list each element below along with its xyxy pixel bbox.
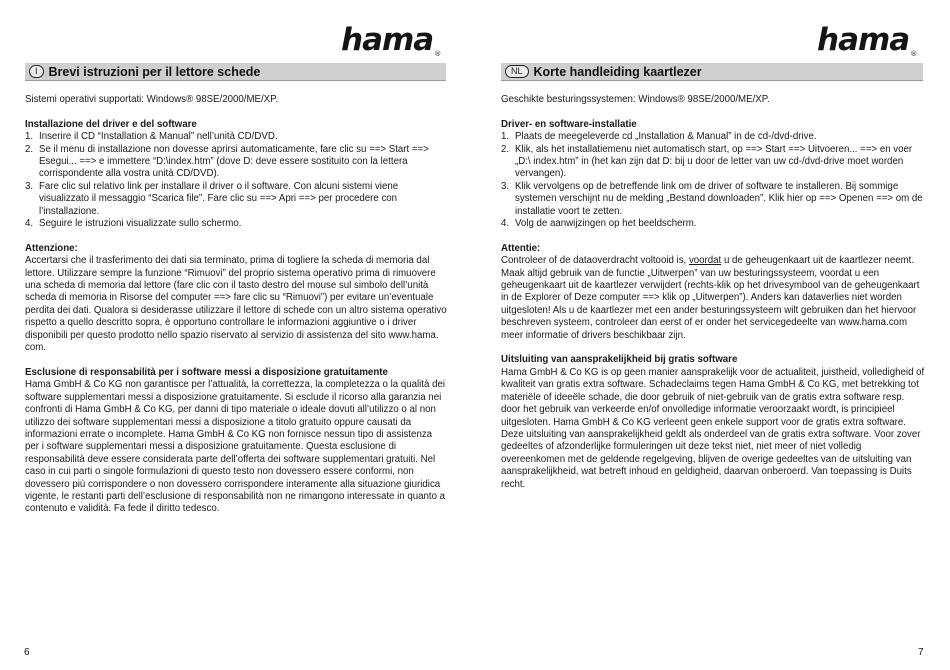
list-item: 2. Se il menu di installazione non dovesse aprirsi automaticamente, fare clic su ==> Start ==> Esegui... ==> e immettere “D:\index.htm” (dove D: deve essere sostituito con la lettera corrispondente alla vostra unità CD/DVD). [25, 143, 429, 180]
disclaimer-text: Hama GmbH & Co KG is op geen manier aansprakelijk voor de actualiteit, juistheid, volledigheid of kwaliteit van gratis extra software. Schadeclaims tegen Hama GmbH & Co KG, met betrekking tot materiële of ideeële schade, die door gebruik of niet-gebruik van de gratis extra software resp. door het gebruik van verkeerde en/of onvolledige informatie veroorzaakt wordt, is principieel uitgesloten. Hama GmbH & Co KG verleent geen enkele support voor de gratis extra software. Deze uitsluiting van aansprakelijkheid geldt als onderdeel van de gratis extra software. Voor zover gedeeltes of afzonderlijke formuleringen uit deze tekst niet, niet meer of niet volledig overeenkomen met de geldende regelgeving, blijven de overige gedeeltes van de uitsluiting van aansprakelijkheid, wat betreft inhoud en geldigheid, daarvan onberoerd. Van toepassing is Duits recht. [501, 366, 925, 490]
list-item: 2. Klik, als het installatiemenu niet automatisch start, op ==> Start ==> Uitvoeren... ==> en voer „D:\ index.htm” in (het kan zijn dat D: bij u door de letter van uw cd-/dvd-drive moet worden vervangen). [501, 143, 913, 180]
language-badge: I [29, 65, 44, 78]
body-text [501, 94, 925, 491]
supported-os: Geschikte besturingssystemen: Windows® 98SE/2000/ME/XP. [501, 94, 770, 105]
list-item: 1. Plaats de meegeleverde cd „Installation & Manual” in de cd-/dvd-drive. [501, 131, 817, 143]
install-heading: Driver- en software-installatie [501, 118, 637, 130]
supported-os: Sistemi operativi supportati: Windows® 98SE/2000/ME/XP. [25, 94, 279, 105]
list-item: 3. Fare clic sul relativo link per installare il driver o il software. Con alcuni sistemi viene visualizzato il messaggio “Scarica file”. Fare clic su ==> Apri ==> per procedere con l’installazione. [25, 180, 399, 217]
list-item: 3. Klik vervolgens op de betreffende link om de driver of software te installeren. Bij sommige systemen verschijnt nu de melding „Bestand downloaden”. Klik hier op ==> Openen ==> om de installatie voort te zetten. [501, 180, 923, 217]
page-number: 7 [918, 647, 924, 658]
hama-logo: hama® [341, 22, 441, 58]
section-header-italian [25, 63, 446, 81]
disclaimer-heading: Uitsluiting van aansprakelijkheid bij gratis software [501, 354, 738, 366]
section-header-dutch [501, 63, 923, 81]
body-text [25, 94, 447, 516]
disclaimer-heading: Esclusione di responsabilità per i software messi a disposizione gratuitamente [25, 366, 388, 378]
page-title: Brevi istruzioni per il lettore schede [48, 64, 261, 79]
attention-heading: Attentie: [501, 242, 541, 254]
language-badge: NL [505, 65, 529, 78]
page-title: Korte handleiding kaartlezer [533, 64, 702, 79]
attention-text: Accertarsi che il trasferimento dei dati sia terminato, prima di togliere la scheda di memoria dal lettore. Utilizzare sempre la funzione “Rimuovi” del proprio sistema operativo prima di rimuovere una scheda di memoria dal lettore (fare clic con il tasto destro del mouse sul simbolo dell’unità scheda di memoria in Risorse del computer ==> fare clic su “Rimuovi”) per evitare un’eventuale perdita dei dati. Qualora si desiderasse utilizzare il lettore di schede con un altro sistema operativo rispetto a quello descritto sopra, è opportuno controllare le informazioni aggiuntive o i driver disponibili per questo prodotto nello spazio riservato al servizio di assistenza del sito www.hama. com. [25, 255, 447, 354]
page-right [475, 0, 950, 670]
list-item: 4. Volg de aanwijzingen op het beeldscherm. [501, 218, 697, 230]
attention-text: Controleer of de dataoverdracht voltooid is, voordat u de geheugenkaart uit de kaartlezer neemt. Maak altijd gebruik van de functie „Uitwerpen” van uw besturingssysteem, voordat u een geheugenkaart uit de kaartlezer verwijdert (rechts-klik op het drivesymbool van de geheugenkaart in de Explorer of Deze computer ==> klik op „Uitwerpen”). Anders kan dataverlies niet worden uitgesloten! Als u de kaartlezer met een ander besturingssysteem wilt gebruiken dan het hiervoor beschreven systeem, controleer dan eerst of er onder het servicegedeelte van www.hama.com meer informatie of drivers beschikbaar zijn. [501, 255, 920, 341]
page-number: 6 [24, 647, 30, 658]
list-item: 4. Seguire le istruzioni visualizzate sullo schermo. [25, 218, 242, 230]
install-heading: Installazione del driver e del software [25, 118, 197, 130]
list-item: 1. Inserire il CD “Installation & Manual” nell’unità CD/DVD. [25, 131, 278, 143]
disclaimer-text: Hama GmbH & Co KG non garantisce per l’attualità, la correttezza, la completezza o la qualità dei software supplementari messi a disposizione gratuitamente. Si esclude il ricorso alla garanzia nei confronti di Hama GmbH & Co KG, per danni di tipo materiale o ideale dovuti all’utilizzo o al non utilizzo dei software supplementari messi a disposizione a titolo gratuito oppure causati da informazioni errate o incomplete. Hama GmbH & Co KG non fornisce nessun tipo di assistenza per i software supplementari messi a disposizione gratuitamente. Questa esclusione di responsabilità deve essere considerata parte dell’offerta dei software supplementari gratuiti. Nel caso in cui parti o singole formulazioni di questo testo non dovessero essere conformi, non dovessero più corrispondere o non dovessero corrispondere interamente alla situazione giuridica vigente, le restanti parti dell’esclusione di responsabilità non ne rimangono interessate in quanto a contenuto e validità. Fa fede il diritto tedesco. [25, 379, 446, 515]
attention-heading: Attenzione: [25, 242, 78, 254]
hama-logo: hama® [817, 22, 917, 58]
